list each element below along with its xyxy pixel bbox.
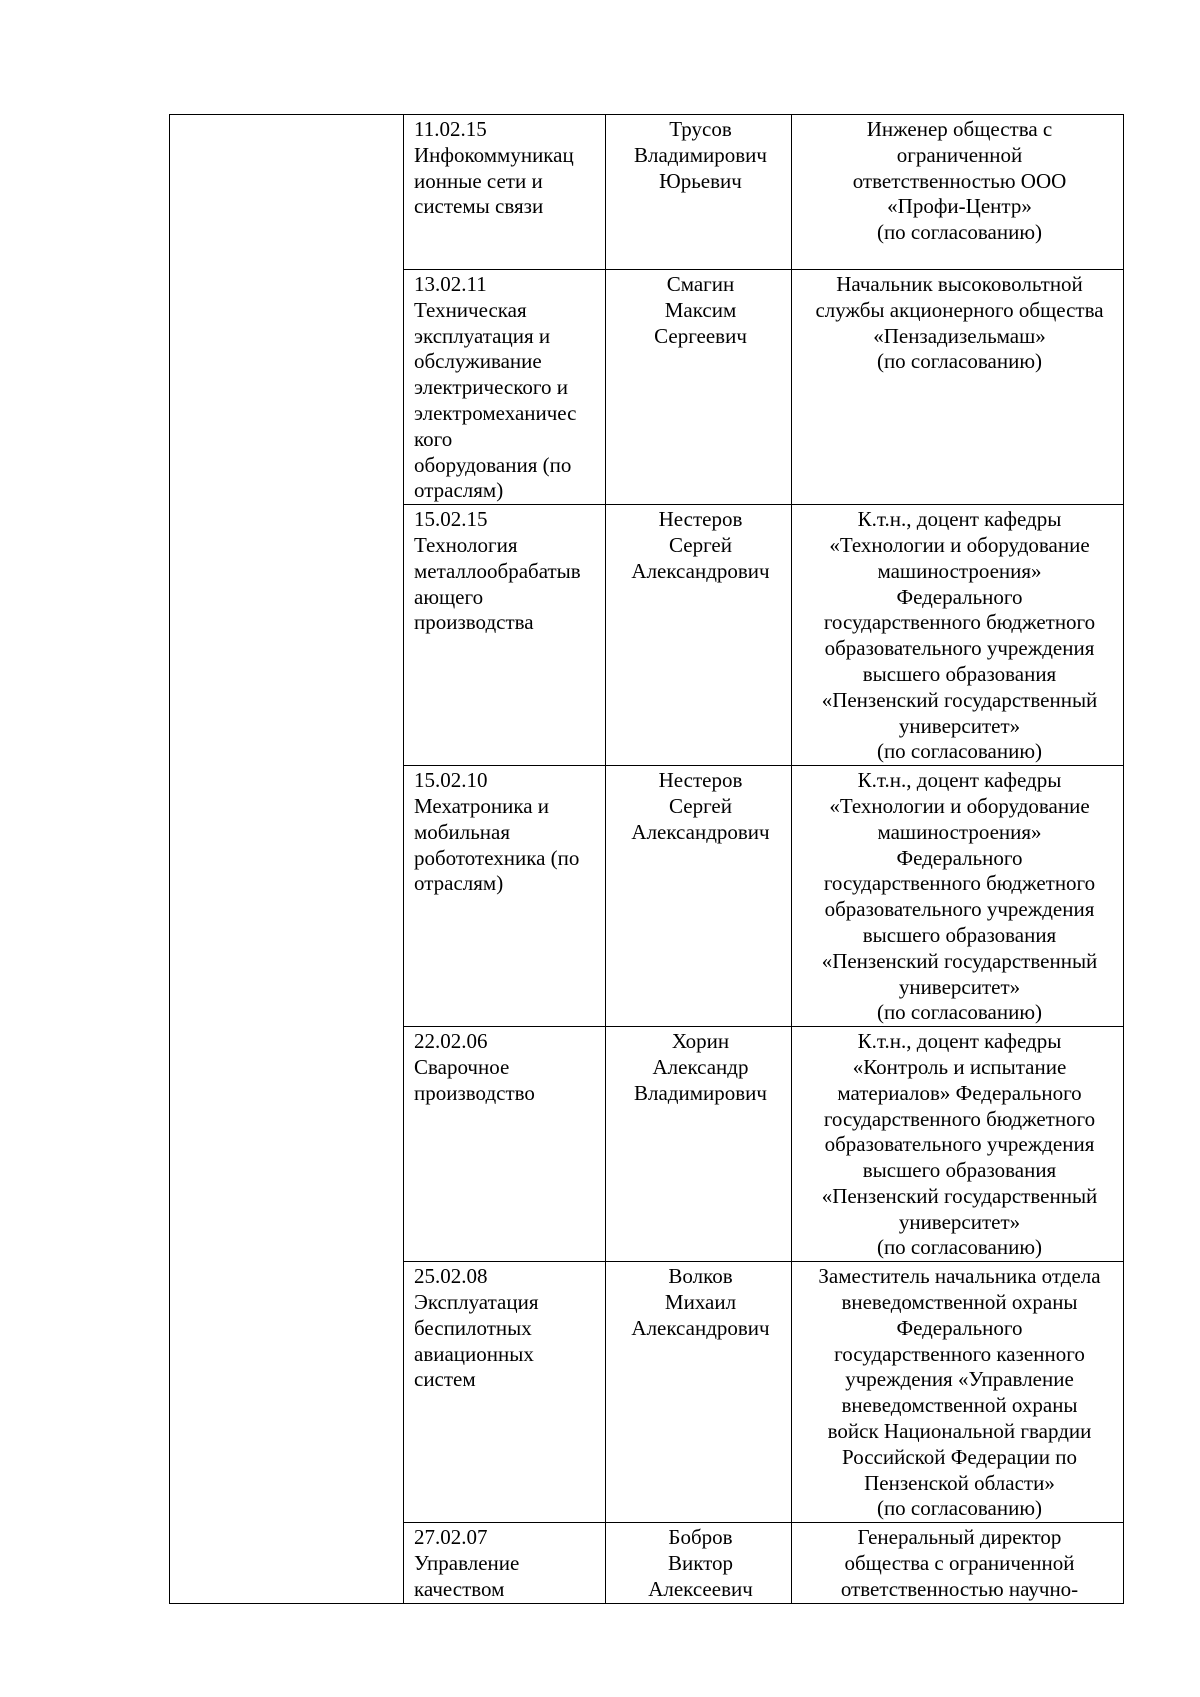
position-cell: К.т.н., доцент кафедры «Технологии и оборудование машиностроения» Федерального государственного бюджетного образовательного учреждения высшего образования «Пензенский государственный университет» (по согласованию)	[792, 505, 1124, 766]
person-name-cell: Нестеров Сергей Александрович	[606, 766, 792, 1027]
position-cell: Генеральный директор общества с ограниченной ответственностью научно-	[792, 1523, 1124, 1603]
blank-column-cell	[170, 115, 404, 1604]
position-cell: К.т.н., доцент кафедры «Контроль и испытание материалов» Федерального государственного бюджетного образовательного учреждения высшего образования «Пензенский государственный университет» (по согласованию)	[792, 1027, 1124, 1262]
specialty-cell: 22.02.06 Сварочное производство	[404, 1027, 606, 1262]
specialty-cell: 15.02.10 Мехатроника и мобильная робототехника (по отраслям)	[404, 766, 606, 1027]
position-cell: К.т.н., доцент кафедры «Технологии и оборудование машиностроения» Федерального государственного бюджетного образовательного учреждения высшего образования «Пензенский государственный университет» (по согласованию)	[792, 766, 1124, 1027]
specialty-cell: 27.02.07 Управление качеством	[404, 1523, 606, 1603]
person-name-cell: Смагин Максим Сергеевич	[606, 270, 792, 505]
commission-table	[169, 114, 1124, 1604]
table-row	[170, 115, 1124, 270]
position-cell: Инженер общества с ограниченной ответственностью ООО «Профи-Центр» (по согласованию)	[792, 115, 1124, 270]
position-cell: Заместитель начальника отдела вневедомственной охраны Федерального государственного казенного учреждения «Управление вневедомственной охраны войск Национальной гвардии Российской Федерации по Пензенской области» (по согласованию)	[792, 1262, 1124, 1523]
person-name-cell: Волков Михаил Александрович	[606, 1262, 792, 1523]
position-cell: Начальник высоковольтной службы акционерного общества «Пензадизельмаш» (по согласованию)	[792, 270, 1124, 505]
person-name-cell: Трусов Владимирович Юрьевич	[606, 115, 792, 270]
specialty-cell: 13.02.11 Техническая эксплуатация и обслуживание электрического и электромеханичес кого оборудования (по отраслям)	[404, 270, 606, 505]
specialty-cell: 15.02.15 Технология металлообрабатыв ающего производства	[404, 505, 606, 766]
person-name-cell: Хорин Александр Владимирович	[606, 1027, 792, 1262]
person-name-cell: Бобров Виктор Алексеевич	[606, 1523, 792, 1603]
specialty-cell: 25.02.08 Эксплуатация беспилотных авиационных систем	[404, 1262, 606, 1523]
specialty-cell: 11.02.15 Инфокоммуникац ионные сети и системы связи	[404, 115, 606, 270]
person-name-cell: Нестеров Сергей Александрович	[606, 505, 792, 766]
